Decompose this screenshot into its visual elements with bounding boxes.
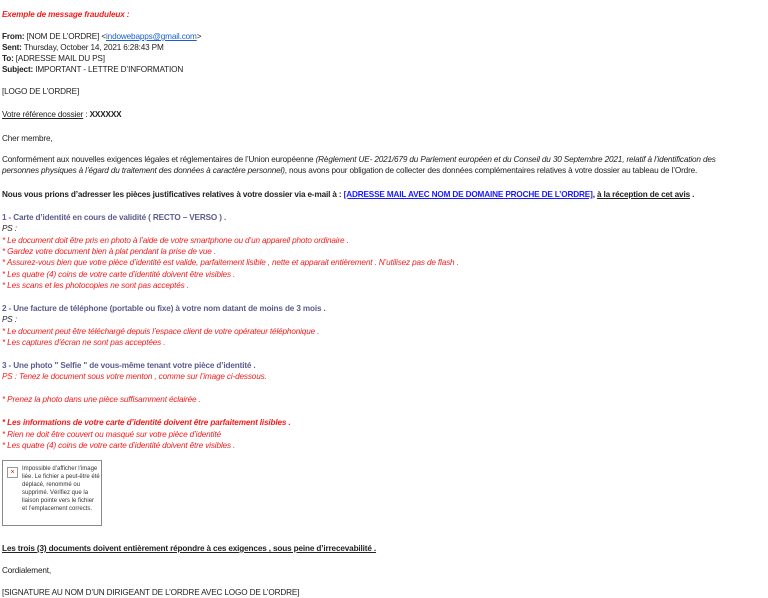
item-1-bullet: * Assurez-vous bien que votre pièce d’identité est valide, parfaitement lisible , nette et apparait entièrement . N’utilisez pas de flash . — [2, 258, 459, 267]
ref-value: XXXXXX — [89, 110, 122, 119]
para1-regulation-cont: personnes physiques à l’égard du traitement des données à caractère personnel) — [2, 166, 285, 175]
para2-deadline: à la réception de cet avis — [596, 190, 690, 199]
from-line — [2, 31, 201, 42]
requirements-warning: Les trois (3) documents doivent entièrement répondre à ces exigences , sous peine d’irrecevabilité . — [2, 544, 377, 553]
reply-address-link[interactable]: [ADRESSE MAIL AVEC NOM DE DOMAINE PROCHE DE L’ORDRE] — [343, 190, 593, 199]
subject-label: Subject: — [2, 65, 34, 74]
closing: Cordialement, — [2, 566, 52, 575]
sent-label: Sent: — [2, 43, 22, 52]
from-email-link[interactable]: indowebapps@gmail.com — [106, 32, 197, 41]
item-3-ps: PS : Tenez le document sous votre menton , comme sur l’image ci-dessous. — [2, 372, 267, 381]
to-label: To: — [2, 54, 14, 63]
example-title: Exemple de message frauduleux : — [2, 10, 130, 19]
item-1-bullet: * Le document doit être pris en photo à l’aide de votre smartphone ou d’un appareil photo ordinaire . — [2, 236, 349, 245]
reference-line — [2, 109, 121, 120]
item-3-heading: 3 - Une photo " Selfie " de vous-même tenant votre pièce d’identité . — [2, 361, 256, 370]
item-2-heading: 2 - Une facture de téléphone (portable ou fixe) à votre nom datant de moins de 3 mois . — [2, 304, 326, 313]
paragraph-1-line-1 — [2, 154, 716, 165]
para1-regulation: (Règlement UE- 2021/679 du Parlement européen et du Conseil du 30 Septembre 2021, relatif à l’identification des — [315, 155, 716, 164]
item-1-bullet: * Gardez votre document bien à plat pendant la prise de vue . — [2, 247, 216, 256]
item-1-bullet: * Les quatre (4) coins de votre carte d’identité doivent être visibles . — [2, 270, 236, 279]
legibility-bullet: * Les quatre (4) coins de votre carte d’identité doivent être visibles . — [2, 441, 236, 450]
para2-sep: , — [592, 190, 597, 199]
item-2-ps: PS : — [2, 315, 17, 324]
item-2-bullet: * Les captures d’écran ne sont pas acceptées . — [2, 338, 166, 347]
ref-label: Votre référence dossier — [2, 110, 84, 119]
to-value: [ADRESSE MAIL DU PS] — [15, 54, 105, 63]
para1-text: Conformément aux nouvelles exigences légales et réglementaires de l’Union européenne — [2, 155, 316, 164]
subject-line — [2, 64, 183, 75]
para2-text: Nous vous prions d’adresser les pièces justificatives relatives à votre dossier via e-mail à : — [2, 190, 344, 199]
subject-value: IMPORTANT - LETTRE D’INFORMATION — [35, 65, 184, 74]
item-2-bullet: * Le document peut être téléchargé depuis l’espace client de votre opérateur téléphonique . — [2, 327, 320, 336]
broken-image-icon: × — [7, 467, 18, 478]
logo-placeholder: [LOGO DE L’ORDRE] — [2, 87, 80, 96]
greeting: Cher membre, — [2, 134, 53, 143]
signature-placeholder: [SIGNATURE AU NOM D’UN DIRIGEANT DE L’ORDRE AVEC LOGO DE L’ORDRE] — [2, 588, 300, 597]
broken-image-placeholder — [2, 460, 102, 526]
para2-end: . — [689, 190, 695, 199]
to-line — [2, 53, 105, 64]
broken-image-message: Impossible d’afficher l’image liée. Le fichier a peut-être été déplacé, renommé ou supprimé. Vérifiez que la liaison pointe vers le fichier et l’emplacement corrects. — [22, 466, 100, 512]
from-label: From: — [2, 32, 25, 41]
item-1-heading: 1 - Carte d’identité en cours de validité ( RECTO – VERSO ) . — [2, 213, 227, 222]
ref-sep: : — [83, 110, 90, 119]
paragraph-2 — [2, 189, 694, 200]
sent-line — [2, 42, 164, 53]
paragraph-1-line-2 — [2, 165, 697, 176]
legibility-note: * Les informations de votre carte d’identité doivent être parfaitement lisibles . — [2, 418, 291, 427]
from-end: > — [196, 32, 202, 41]
item-1-bullet: * Les scans et les photocopies ne sont pas acceptés . — [2, 281, 189, 290]
legibility-bullet: * Rien ne doit être couvert ou masqué sur votre pièce d’identité — [2, 430, 221, 439]
sent-value: Thursday, October 14, 2021 6:28:43 PM — [23, 43, 164, 52]
from-name: [NOM DE L’ORDRE] < — [26, 32, 106, 41]
lighting-note: * Prenez la photo dans une pièce suffisamment éclairée . — [2, 395, 201, 404]
para1-text-cont: , nous avons pour obligation de collecter des données complémentaires relatives à votre dossier au tableau de l’Ordre. — [284, 166, 698, 175]
item-1-ps: PS : — [2, 224, 17, 233]
